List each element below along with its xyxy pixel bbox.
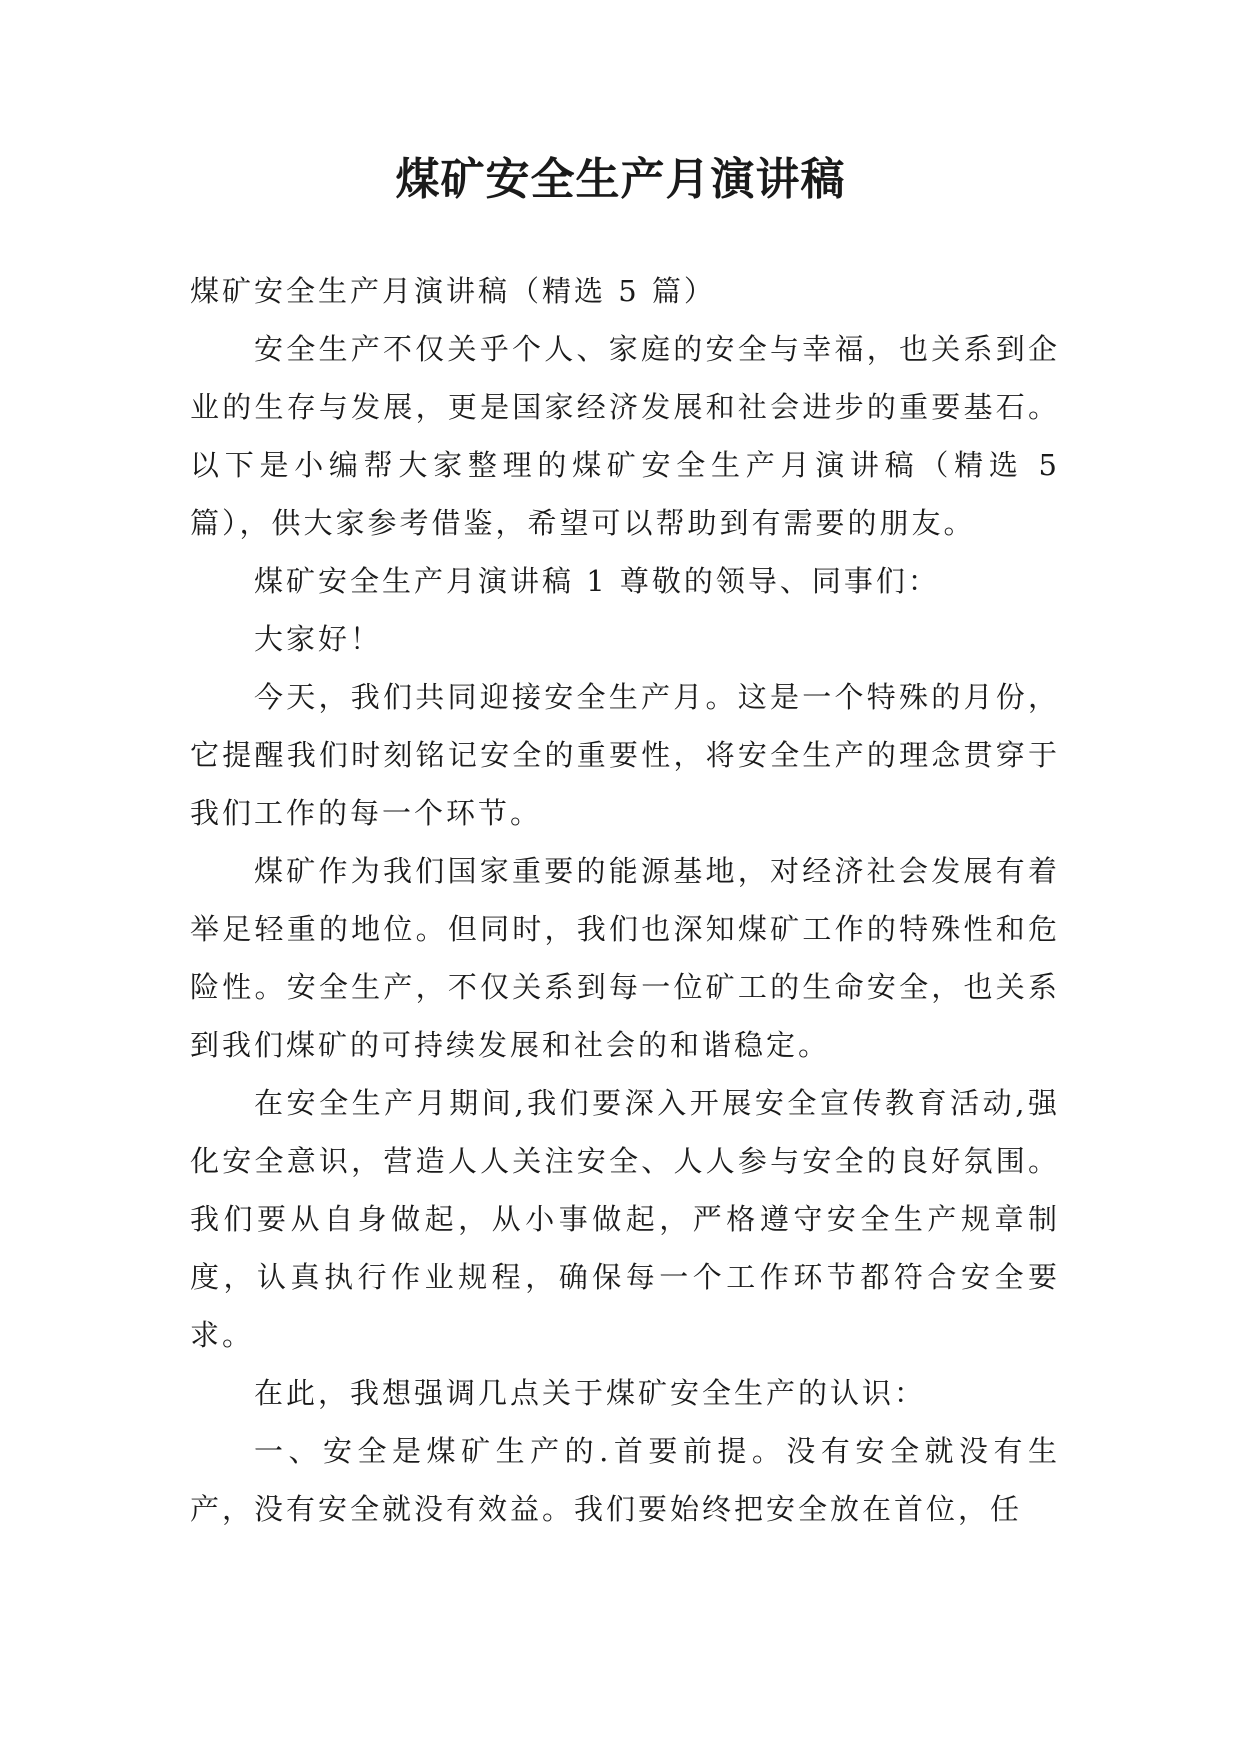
document-title: 煤矿安全生产月演讲稿: [395, 154, 846, 205]
body-paragraph: 今天，我们共同迎接安全生产月。这是一个特殊的月份，它提醒我们时刻铭记安全的重要性，将安全生产的理念贯穿于我们工作的每一个环节。: [190, 680, 1060, 830]
body-paragraph: 在此，我想强调几点关于煤矿安全生产的认识：: [254, 1376, 927, 1410]
speech-heading-paragraph: 煤矿安全生产月演讲稿 1 尊敬的领导、同事们：: [254, 564, 940, 598]
body-paragraph: 一、安全是煤矿生产的.首要前提。没有安全就没有生产，没有安全就没有效益。我们要始终把安全放在首位，任: [190, 1434, 1060, 1526]
document-body: [190, 262, 1060, 1538]
body-paragraph: 在安全生产月期间,我们要深入开展安全宣传教育活动,强化安全意识，营造人人关注安全、人人参与安全的良好氛围。我们要从自身做起，从小事做起，严格遵守安全生产规章制度，认真执行作业规程，确保每一个工作环节都符合安全要求。: [190, 1086, 1060, 1352]
subtitle-paragraph: 煤矿安全生产月演讲稿（精选 5 篇）: [190, 274, 716, 308]
intro-paragraph: 安全生产不仅关乎个人、家庭的安全与幸福，也关系到企业的生存与发展，更是国家经济发展和社会进步的重要基石。以下是小编帮大家整理的煤矿安全生产月演讲稿（精选 5 篇），供大家参考借鉴，希望可以帮助到有需要的朋友。: [190, 332, 1060, 540]
body-paragraph: 煤矿作为我们国家重要的能源基地，对经济社会发展有着举足轻重的地位。但同时，我们也深知煤矿工作的特殊性和危险性。安全生产，不仅关系到每一位矿工的生命安全，也关系到我们煤矿的可持续发展和社会的和谐稳定。: [190, 854, 1060, 1062]
greeting-paragraph: 大家好！: [254, 622, 383, 656]
